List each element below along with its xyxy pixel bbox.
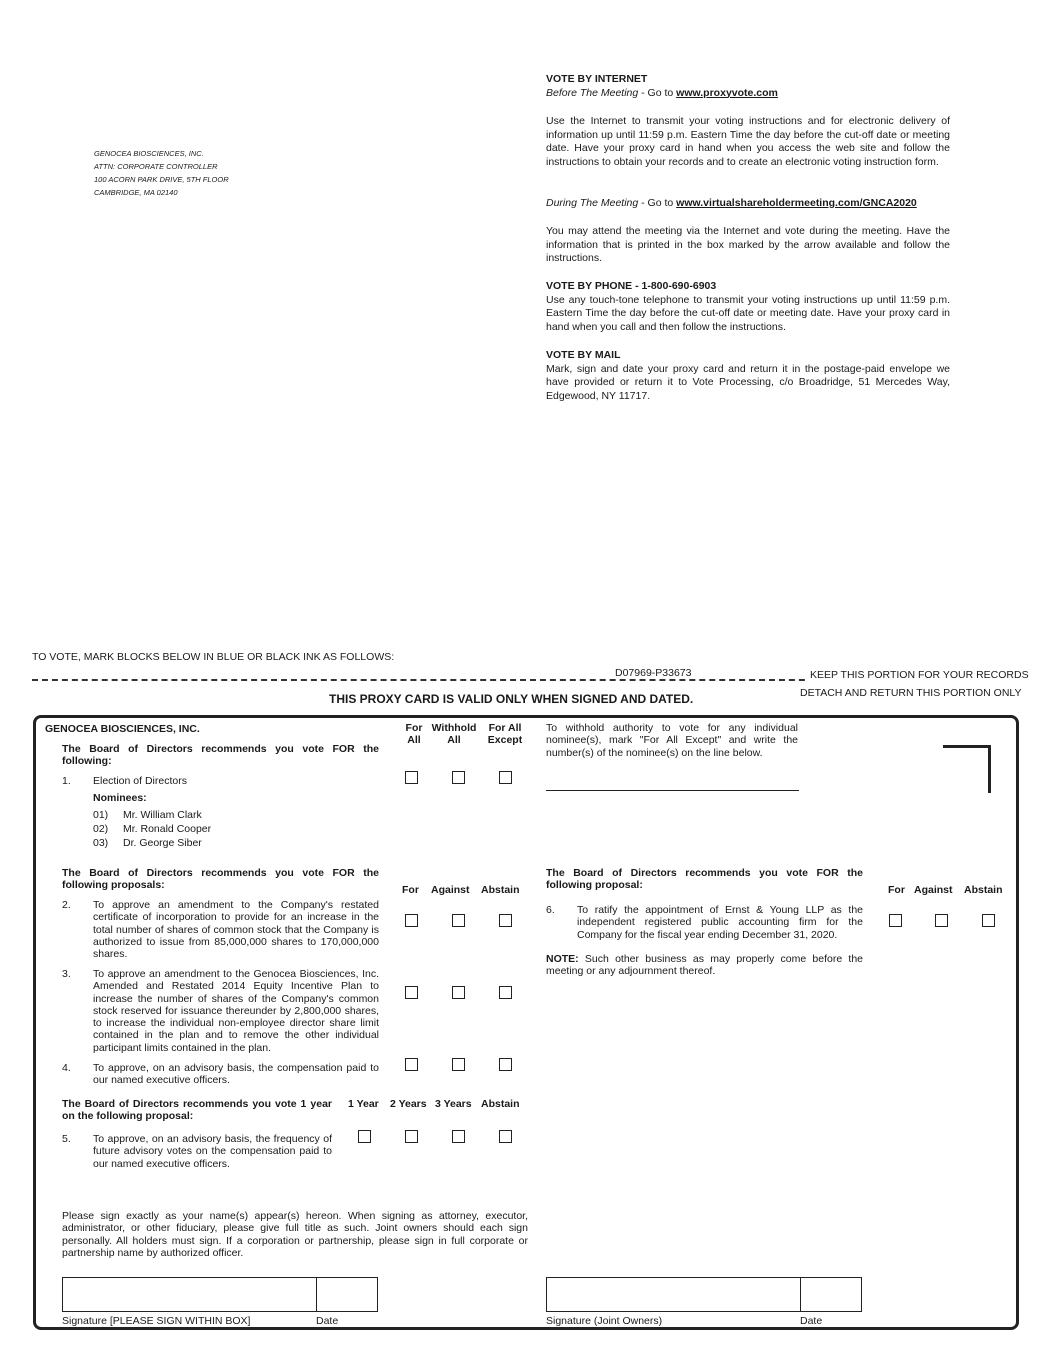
- nominee-name: Mr. William Clark: [123, 809, 202, 821]
- keep-portion-note: KEEP THIS PORTION FOR YOUR RECORDS: [810, 669, 1029, 681]
- item5-text: To approve, on an advisory basis, the frequency of future advisory votes on the compensation paid to our named executive officers.: [93, 1133, 332, 1170]
- registration-mark: [943, 745, 991, 793]
- item2-abstain-checkbox[interactable]: [499, 914, 512, 927]
- item3-against-checkbox[interactable]: [452, 986, 465, 999]
- rec-proposals: The Board of Directors recommends you vote FOR the following proposals:: [62, 867, 379, 892]
- return-address-line: CAMBRIDGE, MA 02140: [94, 188, 178, 197]
- during-goto: - Go to: [638, 197, 677, 209]
- joint-signature-label: Signature (Joint Owners): [546, 1315, 663, 1327]
- item6-for-checkbox[interactable]: [889, 914, 902, 927]
- internet-heading: VOTE BY INTERNET: [546, 73, 648, 85]
- date-label: Date: [800, 1315, 823, 1327]
- date-divider: [316, 1278, 317, 1311]
- item6-number: 6.: [546, 904, 555, 916]
- proxyvote-link[interactable]: www.proxyvote.com: [676, 86, 778, 99]
- before-meeting-text: Use the Internet to transmit your voting instructions and for electronic delivery of information up until 11:59 p.m. Eastern Time the day before the cut-off date or meeting date. Have your proxy card in hand when you access the web site and follow the instructions to obtain your records and to create an electronic voting instruction form.: [546, 115, 950, 168]
- rec-proposal: The Board of Directors recommends you vote FOR the following proposal:: [546, 867, 863, 892]
- signature-box[interactable]: [62, 1277, 378, 1312]
- col-for-all-except: [483, 722, 527, 746]
- phone-text: Use any touch-tone telephone to transmit your voting instructions up until 11:59 p.m. Eastern Time the day before the cut-off date or meeting date. Have your proxy card in hand when you call and then follow the instructions.: [546, 293, 950, 333]
- phone-heading: VOTE BY PHONE - 1-800-690-6903: [546, 280, 717, 292]
- company-name: GENOCEA BIOSCIENCES, INC.: [45, 723, 200, 735]
- joint-signature-box[interactable]: [546, 1277, 862, 1312]
- detach-portion-note: DETACH AND RETURN THIS PORTION ONLY: [800, 687, 1022, 699]
- rec-directors: The Board of Directors recommends you vote FOR the following:: [62, 743, 379, 768]
- item2-for-checkbox[interactable]: [405, 914, 418, 927]
- item6-against-checkbox[interactable]: [935, 914, 948, 927]
- item5-3-years-checkbox[interactable]: [452, 1130, 465, 1143]
- col-all-label: All: [407, 734, 421, 746]
- item3-abstain-checkbox[interactable]: [499, 986, 512, 999]
- valid-notice: THIS PROXY CARD IS VALID ONLY WHEN SIGNED AND DATED.: [329, 692, 694, 706]
- item2-against-checkbox[interactable]: [452, 914, 465, 927]
- item5-2-years-checkbox[interactable]: [405, 1130, 418, 1143]
- item5-number: 5.: [62, 1133, 71, 1145]
- return-address: [94, 147, 229, 199]
- header-for: For: [402, 884, 419, 896]
- vote-by-phone: [546, 280, 950, 334]
- header-abstain: Abstain: [481, 1098, 520, 1110]
- item4-text: To approve, on an advisory basis, the compensation paid to our named executive officers.: [93, 1062, 379, 1087]
- mail-heading: VOTE BY MAIL: [546, 349, 621, 361]
- item5-abstain-checkbox[interactable]: [499, 1130, 512, 1143]
- before-meeting-label: Before The Meeting: [546, 86, 639, 99]
- item1-number: 1.: [62, 775, 71, 787]
- vote-by-internet: [546, 73, 950, 100]
- header-against: Against: [914, 884, 953, 896]
- sign-instructions: Please sign exactly as your name(s) appear(s) hereon. When signing as attorney, executor, administrator, or other fiduciary, please give full title as such. Joint owners should each sign personally. All holders must sign. If a corporation or partnership, please sign in full corporate or partnership name by authorized officer.: [62, 1210, 528, 1259]
- header-2-years: 2 Years: [390, 1098, 427, 1110]
- nominee-name: Mr. Ronald Cooper: [123, 823, 212, 835]
- return-address-line: 100 ACORN PARK DRIVE, 5TH FLOOR: [94, 175, 229, 184]
- col-withhold-all: [427, 722, 481, 746]
- item2-number: 2.: [62, 899, 71, 911]
- col-for-label: For: [405, 722, 423, 734]
- before-meeting-line: [546, 87, 950, 101]
- item1-for-all-except-checkbox[interactable]: [499, 771, 512, 784]
- item4-for-checkbox[interactable]: [405, 1058, 418, 1071]
- item3-number: 3.: [62, 968, 71, 980]
- rec-1year: The Board of Directors recommends you vote 1 year on the following proposal:: [62, 1098, 332, 1123]
- header-against: Against: [431, 884, 470, 896]
- nominee-num: 03): [93, 837, 109, 849]
- mail-text: Mark, sign and date your proxy card and return it in the postage-paid envelope we have provided or return it to Vote Processing, c/o Broadridge, 51 Mercedes Way, Edgewood, NY 11717.: [546, 362, 950, 402]
- withhold-instructions: To withhold authority to vote for any individual nominee(s), mark "For All Except" and write the number(s) of the nominee(s) on the line below.: [546, 722, 798, 759]
- during-meeting-text: You may attend the meeting via the Internet and vote during the meeting. Have the information that is printed in the box marked by the arrow available and follow the instructions.: [546, 225, 950, 264]
- col-all-label: All: [447, 734, 461, 746]
- col-for-all: [400, 722, 428, 746]
- date-label: Date: [316, 1315, 339, 1327]
- item3-for-checkbox[interactable]: [405, 986, 418, 999]
- header-1-year: 1 Year: [348, 1098, 379, 1110]
- item4-abstain-checkbox[interactable]: [499, 1058, 512, 1071]
- header-abstain: Abstain: [481, 884, 520, 896]
- virtual-meeting-link[interactable]: www.virtualshareholdermeeting.com/GNCA2020: [676, 197, 917, 209]
- before-goto: - Go to: [638, 86, 677, 99]
- during-meeting-label: During The Meeting: [546, 197, 639, 209]
- nominee-write-in-line[interactable]: [546, 790, 799, 791]
- return-address-line: ATTN: CORPORATE CONTROLLER: [94, 162, 218, 171]
- item4-number: 4.: [62, 1062, 71, 1074]
- item4-against-checkbox[interactable]: [452, 1058, 465, 1071]
- col-except-label: Except: [487, 734, 523, 746]
- nominees-label: Nominees:: [93, 792, 147, 804]
- nominee-num: 01): [93, 809, 109, 821]
- date-divider: [800, 1278, 801, 1311]
- header-3-years: 3 Years: [435, 1098, 472, 1110]
- item5-1-year-checkbox[interactable]: [358, 1130, 371, 1143]
- item1-for-all-checkbox[interactable]: [405, 771, 418, 784]
- mark-instructions: TO VOTE, MARK BLOCKS BELOW IN BLUE OR BLACK INK AS FOLLOWS:: [32, 651, 395, 663]
- signature-label: Signature [PLEASE SIGN WITHIN BOX]: [62, 1315, 251, 1327]
- during-meeting-line: [546, 197, 950, 211]
- item3-text: To approve an amendment to the Genocea Biosciences, Inc. Amended and Restated 2014 Equity Incentive Plan to increase the number of shares of the Company's common stock reserved for issuance thereunder by 2,800,000 shares, to increase the individual non-employee director share limit contained in the plan and to remove the other individual participant limits contained in the plan.: [93, 968, 379, 1054]
- note: [546, 953, 863, 978]
- control-code: D07969-P33673: [615, 667, 692, 679]
- note-label: NOTE:: [546, 953, 579, 965]
- header-abstain: Abstain: [964, 884, 1003, 896]
- vote-by-mail: [546, 349, 950, 403]
- item6-abstain-checkbox[interactable]: [982, 914, 995, 927]
- item6-text: To ratify the appointment of Ernst & Young LLP as the independent registered public accounting firm for the Company for the fiscal year ending December 31, 2020.: [577, 904, 863, 941]
- return-address-line: GENOCEA BIOSCIENCES, INC.: [94, 149, 204, 158]
- nominee-num: 02): [93, 823, 109, 835]
- nominee-name: Dr. George Siber: [123, 837, 202, 849]
- note-text: Such other business as may properly come before the meeting or any adjournment thereof.: [546, 953, 863, 978]
- item2-text: To approve an amendment to the Company's restated certificate of incorporation to provide for an increase in the total number of shares of common stock that the Company is authorized to issue from 85,000,000 shares to 170,000,000 shares.: [93, 899, 379, 961]
- header-for: For: [888, 884, 905, 896]
- item1-withhold-all-checkbox[interactable]: [452, 771, 465, 784]
- col-withhold-label: Withhold: [431, 722, 477, 734]
- item1-text: Election of Directors: [93, 775, 187, 787]
- col-forall-label: For All: [488, 722, 522, 734]
